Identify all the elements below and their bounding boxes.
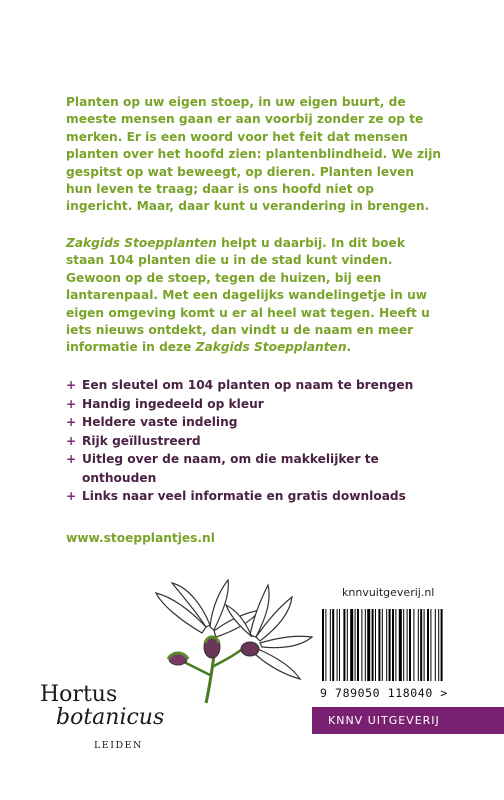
- list-item-text: Een sleutel om 104 planten op naam te brengen: [82, 378, 414, 392]
- logo-line2: botanicus: [56, 705, 165, 730]
- flower-illustration: [150, 575, 320, 705]
- website-link[interactable]: www.stoepplantjes.nl: [66, 531, 215, 545]
- list-item-text: Links naar veel informatie en gratis downloads: [82, 489, 406, 503]
- list-item-text: Heldere vaste indeling: [82, 415, 238, 429]
- plus-icon: +: [66, 452, 77, 466]
- list-item-text: Rijk geïllustreerd: [82, 433, 201, 448]
- book-title-italic-2: Zakgids Stoepplanten: [195, 340, 347, 355]
- plus-icon: +: [66, 433, 77, 448]
- description-text-a: helpt u daarbij. In dit boek staan 104 planten die u in de stad kunt vinden. Gewoon op de stoep, tegen de huizen, bij een lantarenpaal. Met een dagelijks wandelingetje in uw eigen omgeving komt u er al heel wat tegen. Heeft u iets nieuws ontdekt, dan vindt u de naam en meer informatie in deze: [66, 236, 430, 355]
- logo-line1: Hortus: [40, 682, 118, 707]
- intro-paragraph: Planten op uw eigen stoep, in uw eigen buurt, de meeste mensen gaan er aan voorbij zonder ze op te merken. Er is een woord voor het feit dat mensen planten over het hoofd zien: plantenblindheid. We zijn gespitst op wat beweegt, op dieren. Planten leven hun leven te traag; daar is ons hoofd niet op ingericht. Maar, daar kunt u verandering in brengen.: [66, 95, 442, 214]
- list-item: [66, 395, 446, 414]
- list-item: [66, 487, 446, 506]
- list-item: [66, 450, 446, 487]
- description-paragraph: [66, 235, 444, 357]
- hortus-botanicus-logo: [40, 684, 164, 751]
- plus-icon: +: [66, 396, 77, 411]
- publisher-website: knnvuitgeverij.nl: [342, 586, 435, 599]
- publisher-band: KNNV UITGEVERIJ: [312, 707, 504, 734]
- description-text-b: .: [346, 340, 352, 355]
- list-item: [66, 413, 446, 432]
- list-item: [66, 432, 446, 451]
- list-item-text: Uitleg over de naam, om die makkelijker te onthouden: [82, 452, 379, 485]
- feature-list: [66, 376, 446, 506]
- isbn-number: 9 789050 118040 >: [320, 686, 448, 700]
- list-item: [66, 376, 446, 395]
- barcode: [318, 609, 480, 681]
- plus-icon: +: [66, 489, 77, 503]
- list-item-text: Handig ingedeeld op kleur: [82, 396, 264, 411]
- book-title-italic: Zakgids Stoepplanten: [66, 236, 217, 250]
- logo-line3: LEIDEN: [94, 740, 143, 751]
- plus-icon: +: [66, 415, 77, 429]
- plus-icon: +: [66, 378, 77, 392]
